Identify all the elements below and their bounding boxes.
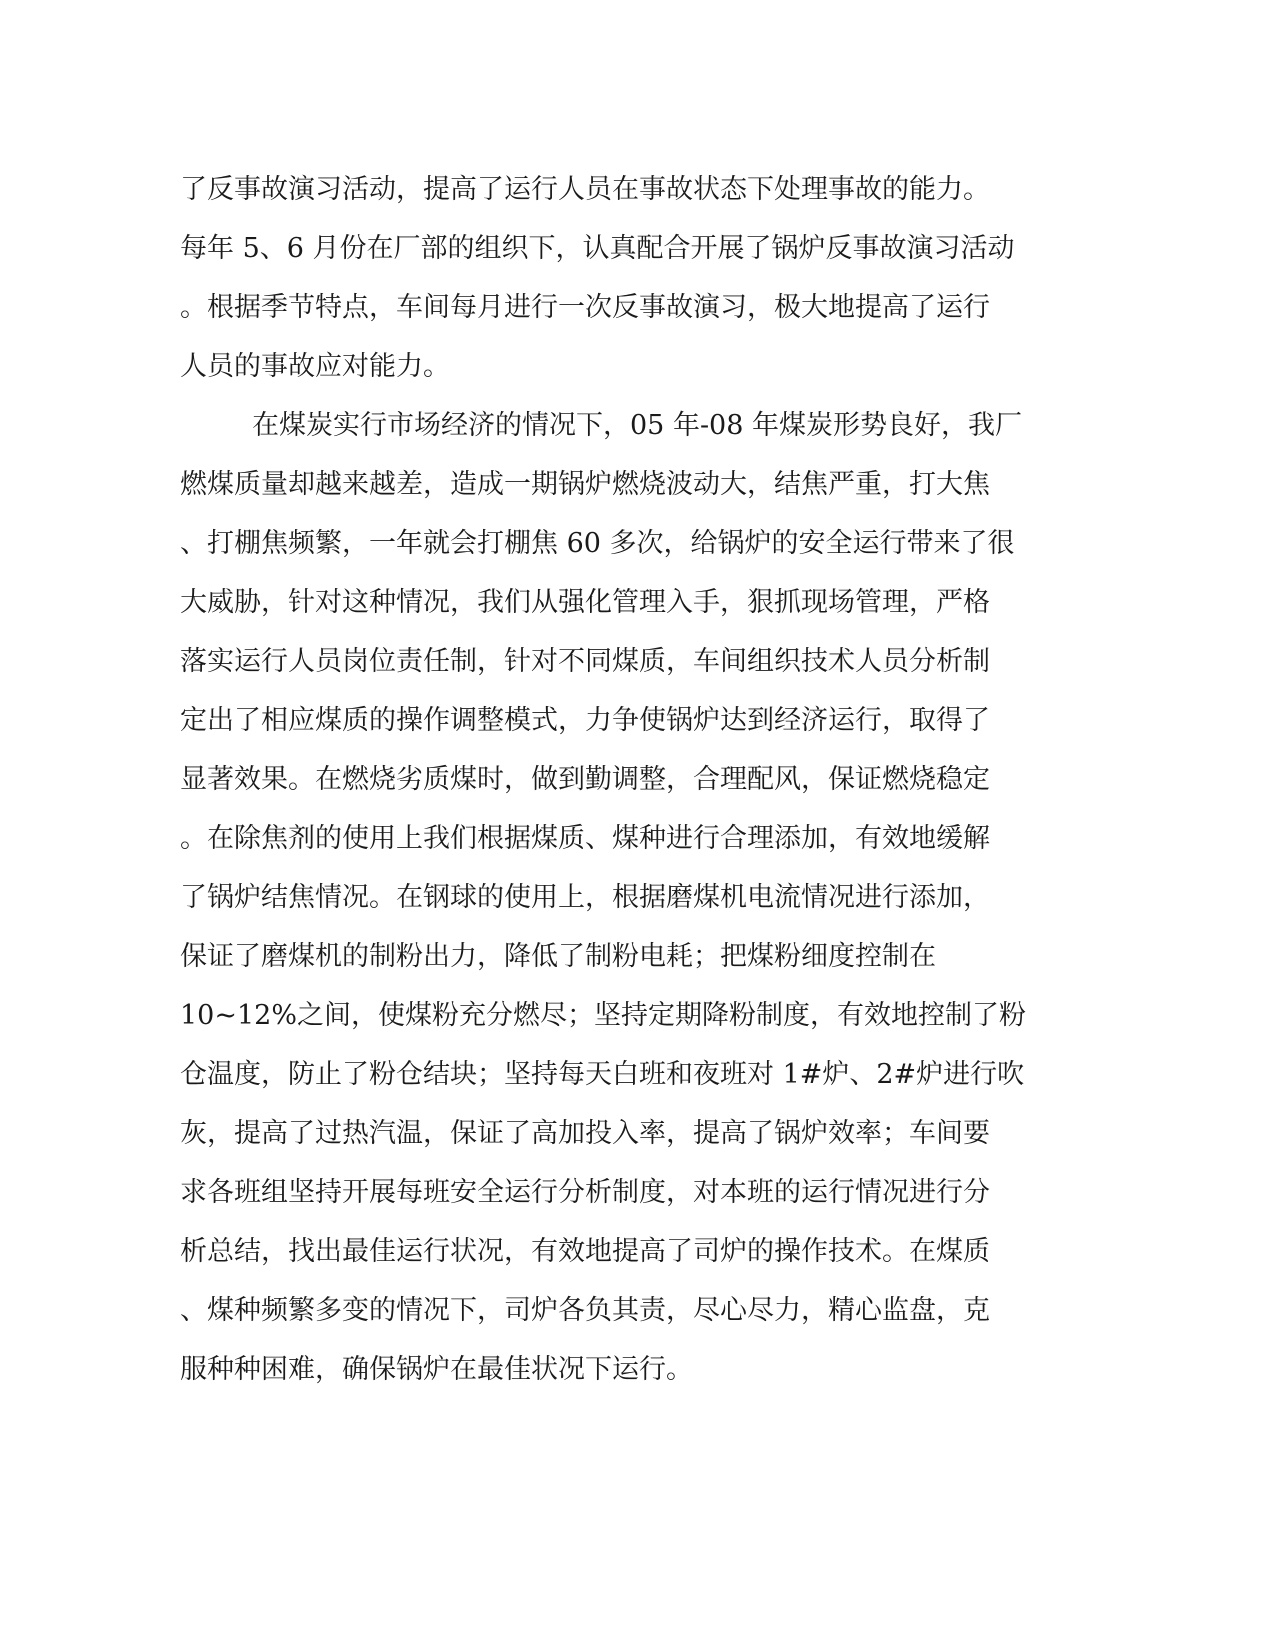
paragraph-line: 落实运行人员岗位责任制，针对不同煤质，车间组织技术人员分析制	[180, 646, 990, 677]
paragraph-line: 人员的事故应对能力。	[180, 351, 450, 382]
paragraph-line: 在煤炭实行市场经济的情况下，05 年-08 年煤炭形势良好，我厂	[252, 410, 1022, 441]
paragraph-2	[180, 396, 1040, 1399]
paragraph-line: 服种种困难，确保锅炉在最佳状况下运行。	[180, 1354, 693, 1385]
paragraph-line: 大威胁，针对这种情况，我们从强化管理入手，狠抓现场管理，严格	[180, 587, 990, 618]
paragraph-line: 。在除焦剂的使用上我们根据煤质、煤种进行合理添加，有效地缓解	[180, 823, 990, 854]
paragraph-line: 了反事故演习活动，提高了运行人员在事故状态下处理事故的能力。	[180, 174, 990, 205]
paragraph-line: 求各班组坚持开展每班安全运行分析制度，对本班的运行情况进行分	[180, 1177, 990, 1208]
document-body	[180, 160, 1040, 1399]
paragraph-line: 、煤种频繁多变的情况下，司炉各负其责，尽心尽力，精心监盘，克	[180, 1295, 990, 1326]
paragraph-line: 定出了相应煤质的操作调整模式，力争使锅炉达到经济运行，取得了	[180, 705, 990, 736]
paragraph-line: 仓温度，防止了粉仓结块；坚持每天白班和夜班对 1#炉、2#炉进行吹	[180, 1059, 1025, 1090]
paragraph-line: 、打棚焦频繁，一年就会打棚焦 60 多次，给锅炉的安全运行带来了很	[180, 528, 1015, 559]
paragraph-line: 。根据季节特点，车间每月进行一次反事故演习，极大地提高了运行	[180, 292, 990, 323]
paragraph-line: 灰，提高了过热汽温，保证了高加投入率，提高了锅炉效率；车间要	[180, 1118, 990, 1149]
paragraph-line: 保证了磨煤机的制粉出力，降低了制粉电耗；把煤粉细度控制在	[180, 941, 936, 972]
paragraph-line: 析总结，找出最佳运行状况，有效地提高了司炉的操作技术。在煤质	[180, 1236, 990, 1267]
paragraph-line: 了锅炉结焦情况。在钢球的使用上，根据磨煤机电流情况进行添加，	[180, 882, 990, 913]
paragraph-1	[180, 160, 1040, 396]
paragraph-line: 每年 5、6 月份在厂部的组织下，认真配合开展了锅炉反事故演习活动	[180, 233, 1015, 264]
paragraph-line: 燃煤质量却越来越差，造成一期锅炉燃烧波动大，结焦严重，打大焦	[180, 469, 990, 500]
paragraph-line: 显著效果。在燃烧劣质煤时，做到勤调整，合理配风，保证燃烧稳定	[180, 764, 990, 795]
paragraph-line: 10~12%之间，使煤粉充分燃尽；坚持定期降粉制度，有效地控制了粉	[180, 1000, 1026, 1031]
